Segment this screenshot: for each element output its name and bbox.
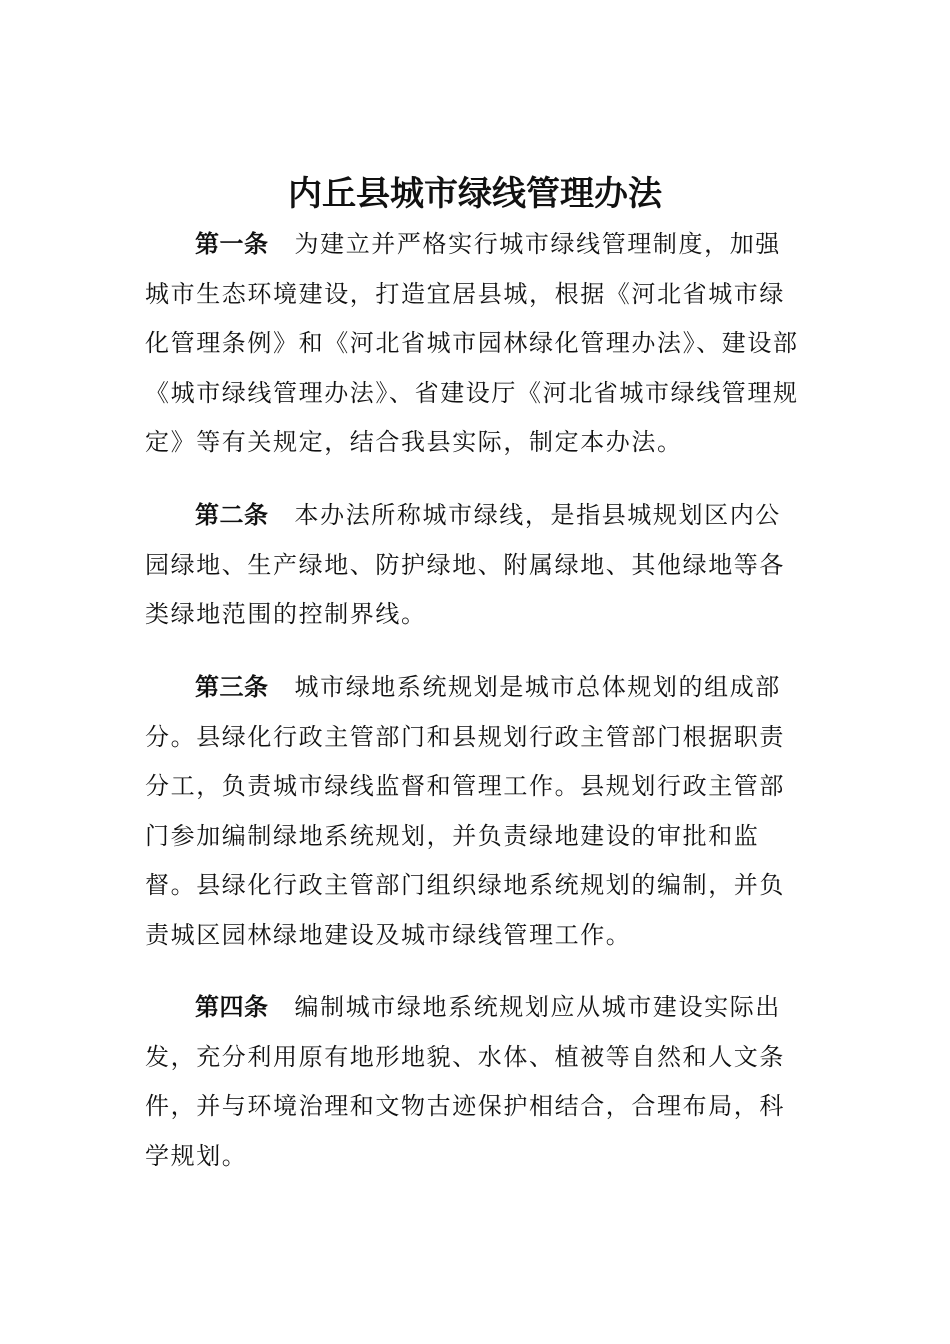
article-1-label: 第一条	[195, 230, 269, 258]
article-3-text: 城市绿地系统规划是城市总体规划的组成部分。县绿化行政主管部门和县规划行政主管部门根据职责分工，负责城市绿线监督和管理工作。县规划行政主管部门参加编制绿地系统规划，并负责绿地建设的审批和监督。县绿化行政主管部门组织绿地系统规划的编制，并负责城区园林绿地建设及城市绿线管理工作。	[145, 673, 785, 949]
article-4-label: 第四条	[195, 993, 269, 1021]
article-3-label: 第三条	[195, 673, 269, 701]
article-2	[145, 491, 805, 640]
article-2-text: 本办法所称城市绿线，是指县城规划区内公园绿地、生产绿地、防护绿地、附属绿地、其他绿地等各类绿地范围的控制界线。	[145, 501, 785, 628]
article-4-text: 编制城市绿地系统规划应从城市建设实际出发，充分利用原有地形地貌、水体、植被等自然和人文条件，并与环境治理和文物古迹保护相结合，合理布局，科学规划。	[145, 993, 785, 1170]
article-1	[145, 220, 805, 468]
article-3	[145, 663, 805, 960]
article-1-text: 为建立并严格实行城市绿线管理制度，加强城市生态环境建设，打造宜居县城，根据《河北省城市绿化管理条例》和《河北省城市园林绿化管理办法》、建设部《城市绿线管理办法》、省建设厅《河北省城市绿线管理规定》等有关规定，结合我县实际，制定本办法。	[145, 230, 799, 456]
document-title: 内丘县城市绿线管理办法	[288, 173, 662, 214]
article-4	[145, 983, 805, 1181]
article-2-label: 第二条	[195, 501, 269, 529]
